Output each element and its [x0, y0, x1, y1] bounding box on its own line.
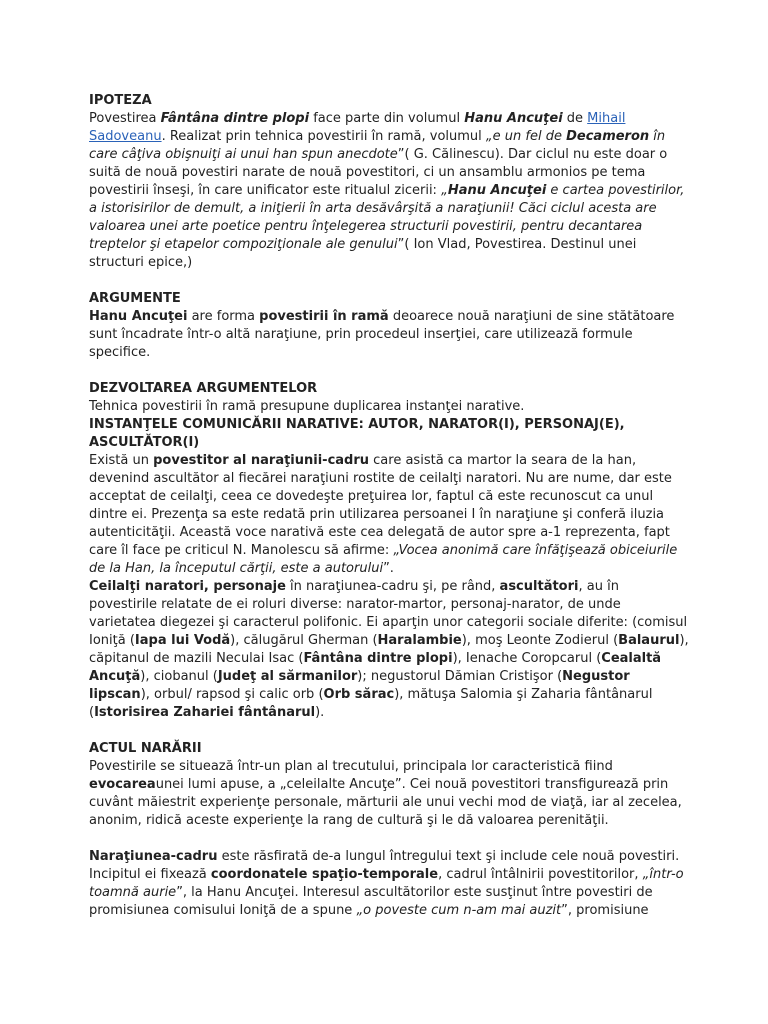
bold-text: Hanu Ancuţei	[89, 309, 188, 324]
story-title: Judeţ al sărmanilor	[217, 669, 358, 684]
author-link[interactable]: Mihail Sadoveanu	[89, 111, 626, 144]
quote: „	[441, 183, 448, 198]
story-title: Balaurul	[618, 633, 680, 648]
text: ), mătuşa Salomia şi Zaharia fântânarul (	[89, 687, 653, 720]
text: , cadrul întâlnirii povestitorilor,	[438, 867, 643, 882]
quote: „Vocea anonimă care înfăţişează obiceiurile de la Han, la începutul cărţii, este a autorului	[89, 543, 678, 576]
text: de	[562, 111, 588, 126]
text: ), călugărul Gherman (	[230, 633, 378, 648]
text: ), orbul/ rapsod şi calic orb (	[140, 687, 324, 702]
section-argumente	[89, 290, 689, 362]
paragraph-naratiunea-cadru	[89, 848, 689, 920]
quote: „e un fel de	[485, 129, 567, 144]
quote: e cartea povestirilor, a istorisirilor de demult, a iniţierii în arta desăvârşită a naraţiunii! Căci ciclul acesta are valoarea unei arte poetice pentru înţelegerea structurii povestirii, pentru decantarea treptelor şi etapelor compoziţionale ale genului	[89, 183, 685, 252]
section-naratiunea-cadru	[89, 848, 689, 920]
section-ipoteza	[89, 92, 689, 272]
bold-text: coordonatele spaţio-temporale	[210, 867, 439, 882]
section-actul-nararii	[89, 740, 689, 830]
story-title: Iapa lui Vodă	[134, 633, 231, 648]
text: , au în povestirile relatate de ei roluri diverse: narator-martor, personaj-narator, de unde varietatea diegezei şi caracterul polifonic. Ei aparţin unor categorii sociale diferite:	[89, 579, 633, 630]
story-title: Negustor lipscan	[89, 669, 630, 702]
text: Există un	[89, 453, 154, 468]
bold-text: Ceilalţi naratori, personaje	[89, 579, 286, 594]
quote: în care câţiva obişnuiţi ai unui han spun anecdote	[89, 129, 666, 162]
text: ), moş Leonte Zodierul (	[461, 633, 619, 648]
story-title: Cealaltă Ancuţă	[89, 651, 662, 684]
section-dezvoltarea	[89, 380, 689, 722]
text: ), ciobanul (	[140, 669, 218, 684]
text: ”, la Hanu Ancuţei. Interesul ascultătorilor este susţinut între povestiri de promisiunea comisului Ioniţă de a spune	[89, 885, 653, 918]
subheading-instante: INSTANŢELE COMUNICĂRII NARATIVE: AUTOR, NARATOR(I), PERSONAJ(E), ASCULTĂTOR(I)	[89, 417, 625, 450]
text: care asistă ca martor la seara de la han, devenind ascultător al fiecărei naraţiuni rostite de ceilalţi naratori. Nu are nume, dar este acceptat de ceilalţi, ceea ce dovedeşte preţuirea lor, faptul că este recunoscut ca unul dintre ei. Prezenţa sa este redată prin utilizarea persoanei I în naraţiune şi conferă iluzia autenticităţii. Această voce narativă este cea delegată de autor spre a-1 reprezenta, fapt care îl face pe criticul N. Manolescu să afirme:	[89, 453, 672, 558]
title-hanu-ancutei: Hanu Ancuţei	[464, 111, 563, 126]
paragraph-argumente	[89, 308, 689, 362]
paragraph-naratori	[89, 578, 689, 722]
text: Povestirile se situează într-un plan al trecutului, principala lor caracteristică fiind	[89, 759, 613, 774]
heading-actul-nararii: ACTUL NARĂRII	[89, 741, 202, 756]
story-title: Fântâna dintre plopi	[303, 651, 453, 666]
paragraph-evocare	[89, 758, 689, 830]
bold-text: povestirii în ramă	[259, 309, 389, 324]
story-title: Istorisirea Zahariei fântânarul	[94, 705, 316, 720]
title-fantana: Fântâna dintre plopi	[160, 111, 310, 126]
text: Povestirea	[89, 111, 161, 126]
title-hanu-ancutei: Hanu Ancuţei	[447, 183, 547, 198]
bold-text: Naraţiunea-cadru	[89, 849, 218, 864]
quote: „o poveste cum n-am mai auzit	[356, 903, 562, 918]
text: (comisul Ioniţă (	[89, 615, 688, 648]
text: . Realizat prin tehnica povestirii în ramă, volumul	[161, 129, 486, 144]
story-title: Haralambie	[377, 633, 462, 648]
text: face parte din volumul	[309, 111, 465, 126]
paragraph-intro: Tehnica povestirii în ramă presupune duplicarea instanţei narative.	[89, 399, 525, 414]
heading-ipoteza: IPOTEZA	[89, 93, 152, 108]
text: este răsfirată de-a lungul întregului text şi include cele nouă povestiri. Incipitul ei fixează	[89, 849, 680, 882]
text: ).	[315, 705, 325, 720]
quote: „într-o toamnă aurie	[89, 867, 684, 900]
text: ”, promisiune	[561, 903, 649, 918]
bold-text: povestitor al naraţiunii-cadru	[153, 453, 370, 468]
text: are forma	[187, 309, 260, 324]
heading-argumente: ARGUMENTE	[89, 291, 181, 306]
paragraph-ipoteza	[89, 110, 689, 272]
text: ”( Ion Vlad, Povestirea. Destinul unei structuri epice,)	[89, 237, 637, 270]
bold-text: evocarea	[89, 777, 156, 792]
text: în naraţiunea-cadru şi, pe rând,	[285, 579, 500, 594]
document-body	[89, 92, 689, 938]
text: deoarece nouă naraţiuni de sine stătătoare sunt încadrate într-o altă naraţiune, prin procedeul inserţiei, care utilizează formule specifice.	[89, 309, 675, 360]
bold-text: ascultători	[499, 579, 579, 594]
story-title: Orb sărac	[323, 687, 395, 702]
text: ), căpitanul de mazili Neculai Isac (	[89, 633, 689, 666]
paragraph-povestitor	[89, 452, 689, 578]
text: ”.	[383, 561, 394, 576]
title-decameron: Decameron	[566, 129, 650, 144]
text: unei lumi apuse, a „celeilalte Ancuţe”. Cei nouă povestitori transfigurează prin cuvânt măiestrit experienţe personale, mărturii ale unui vechi mod de viaţă, iar al zecelea, anonim, ridică aceste experienţe la rang de cultură şi le dă valoarea perenităţii.	[89, 777, 682, 828]
heading-dezvoltarea: DEZVOLTAREA ARGUMENTELOR	[89, 381, 318, 396]
text: ); negustorul Dămian Cristişor (	[357, 669, 563, 684]
text: ), Ienache Coropcarul (	[452, 651, 602, 666]
text: ”( G. Călinescu). Dar ciclul nu este doar o suită de nouă povestiri narate de nouă povestitori, ci un ansamblu armonios pe tema povestirii înseşi, în care unificator este ritualul zicerii:	[89, 147, 668, 198]
